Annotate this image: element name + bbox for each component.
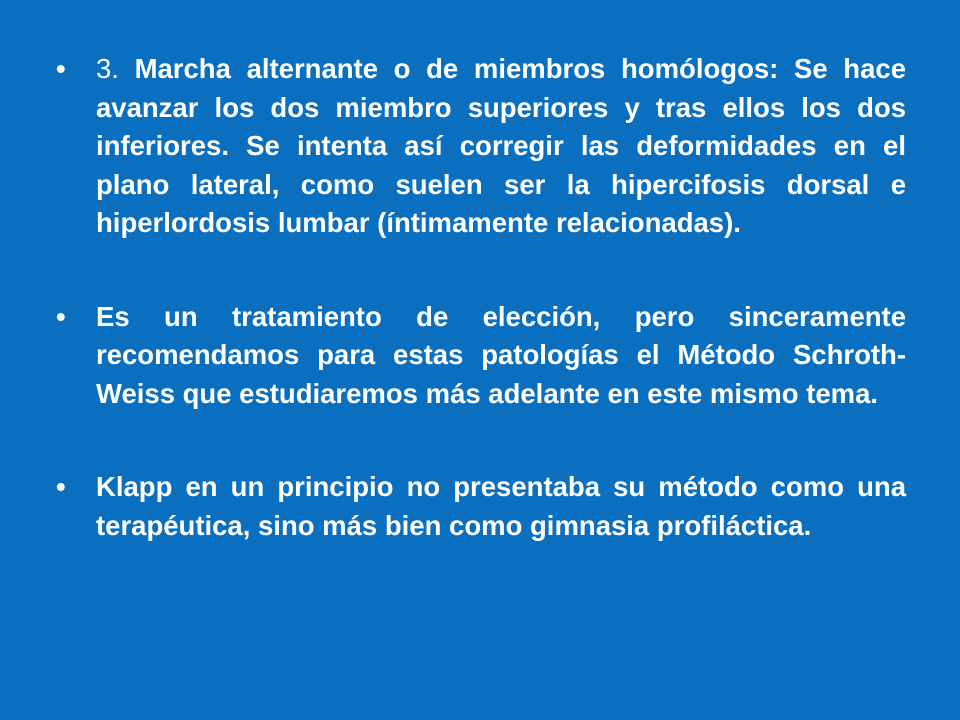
bullet-item-2	[56, 298, 906, 414]
bullet-list	[56, 50, 906, 600]
bullet-text: Es un tratamiento de elección, pero sinceramente recomendamos para estas patologías el Método Schroth-Weiss que estudiaremos más adelante en este mismo tema.	[96, 300, 906, 409]
bullet-marker: •	[56, 471, 66, 502]
bullet-marker: •	[56, 300, 66, 332]
bullet-text: Klapp en un principio no presentaba su método como una terapéutica, sino más bien como gimnasia profiláctica.	[96, 471, 906, 541]
bullet-marker: •	[56, 53, 66, 84]
bullet-item-3	[56, 468, 906, 545]
bullet-text: Marcha alternante o de miembros homólogos: Se hace avanzar los dos miembro superiores y tras ellos los dos inferiores. Se intenta así corregir las deformidades en el plano lateral, como suelen ser la hipercifosis dorsal e hiperlordosis lumbar (íntimamente relacionadas).	[96, 53, 906, 238]
bullet-item-1	[56, 50, 906, 243]
bullet-number: 3.	[96, 53, 135, 84]
